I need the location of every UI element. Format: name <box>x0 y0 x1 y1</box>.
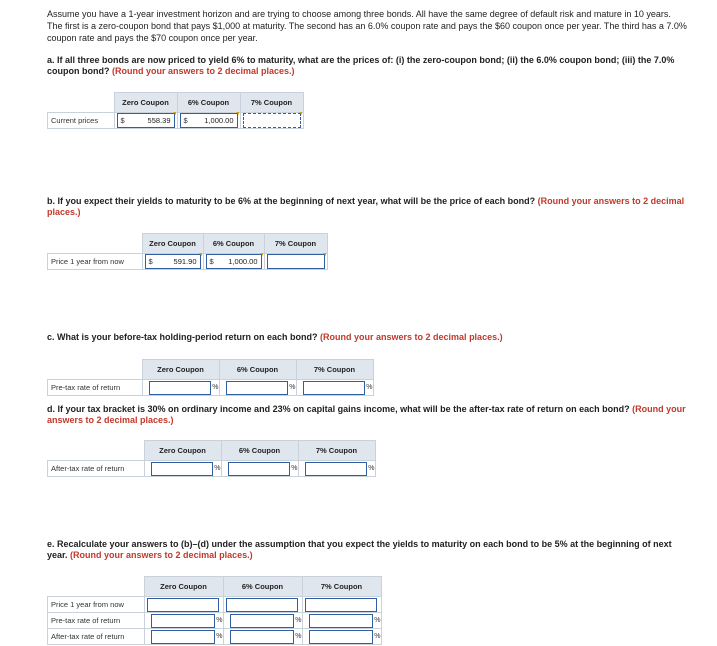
table-c-header-7pct: 7% Coupon <box>296 360 373 380</box>
table-e-row-label-aftertax: After-tax rate of return <box>48 629 145 645</box>
question-c-note: (Round your answers to 2 decimal places.) <box>320 332 503 342</box>
e-aftertax-6pct-input[interactable] <box>230 630 294 644</box>
e-pretax-6pct-input[interactable] <box>230 614 294 628</box>
current-price-6pct-input[interactable]: $ 1,000.00 <box>180 113 238 128</box>
table-a-row-label: Current prices <box>48 113 115 129</box>
question-d <box>47 404 687 426</box>
table-e: Zero Coupon 6% Coupon 7% Coupon Price 1 year from now Pre-tax rate of return % % % After-tax rate of return % % % <box>47 576 382 645</box>
table-a-header-zero: Zero Coupon <box>114 93 177 113</box>
aftertax-return-7pct-input[interactable] <box>305 462 367 476</box>
table-a-header-6pct: 6% Coupon <box>177 93 240 113</box>
table-b-header-zero: Zero Coupon <box>142 234 203 254</box>
question-d-note: (Round your answers to 2 decimal places.) <box>47 404 686 425</box>
question-e-note: (Round your answers to 2 decimal places.) <box>70 550 253 560</box>
table-d-header-6pct: 6% Coupon <box>221 441 298 461</box>
question-b-text: b. If you expect their yields to maturity to be 6% at the beginning of next year, what will be the price of each bond? <box>47 196 536 206</box>
table-a-corner <box>48 93 115 113</box>
e-aftertax-7pct-input[interactable] <box>309 630 373 644</box>
table-d-row-label: After-tax rate of return <box>48 461 145 477</box>
table-d-header-zero: Zero Coupon <box>144 441 221 461</box>
table-e-corner <box>48 577 145 597</box>
future-price-zero-input[interactable]: $ 591.90 <box>145 254 201 269</box>
current-price-zero-input[interactable]: $ 558.39 <box>117 113 175 128</box>
table-c-header-zero: Zero Coupon <box>142 360 219 380</box>
aftertax-return-6pct-input[interactable] <box>228 462 290 476</box>
future-price-7pct-input[interactable] <box>267 254 325 269</box>
table-c-row-label: Pre-tax rate of return <box>48 380 143 396</box>
table-a <box>47 92 304 129</box>
table-e-row-label-price: Price 1 year from now <box>48 597 145 613</box>
e-pretax-7pct-input[interactable] <box>309 614 373 628</box>
table-e-header-zero: Zero Coupon <box>144 577 223 597</box>
problem-intro: Assume you have a 1-year investment horizon and are trying to choose among three bonds. All have the same degree of default risk and mature in 10 years. The first is a zero-coupon bond that pays $1,000 at maturity. The second has an 6.0% coupon rate and pays the $60 coupon once per year. The third has a 7.0% coupon rate and pays the $70 coupon once per year. <box>47 9 687 43</box>
question-e <box>47 539 687 561</box>
pretax-return-zero-input[interactable] <box>149 381 211 395</box>
question-c-text: c. What is your before-tax holding-period return on each bond? <box>47 332 318 342</box>
table-c-header-6pct: 6% Coupon <box>219 360 296 380</box>
table-e-row-label-pretax: Pre-tax rate of return <box>48 613 145 629</box>
question-b <box>47 196 687 218</box>
pretax-return-6pct-input[interactable] <box>226 381 288 395</box>
e-aftertax-zero-input[interactable] <box>151 630 215 644</box>
table-e-header-7pct: 7% Coupon <box>302 577 381 597</box>
table-a-header-7pct: 7% Coupon <box>240 93 303 113</box>
table-b-header-6pct: 6% Coupon <box>203 234 264 254</box>
future-price-6pct-input[interactable]: $ 1,000.00 <box>206 254 262 269</box>
table-b-header-7pct: 7% Coupon <box>264 234 327 254</box>
table-c-corner <box>48 360 143 380</box>
table-d-header-7pct: 7% Coupon <box>298 441 375 461</box>
table-b-row-label: Price 1 year from now <box>48 254 143 270</box>
question-b-note: (Round your answers to 2 decimal places.) <box>47 196 685 217</box>
e-price-7pct-input[interactable] <box>305 598 377 612</box>
question-a-note: (Round your answers to 2 decimal places.) <box>112 66 295 76</box>
table-c: Zero Coupon 6% Coupon 7% Coupon Pre-tax rate of return % % % <box>47 359 374 396</box>
table-b <box>47 233 328 270</box>
question-a <box>47 55 687 77</box>
question-c <box>47 332 687 343</box>
e-price-zero-input[interactable] <box>147 598 219 612</box>
table-e-header-6pct: 6% Coupon <box>223 577 302 597</box>
table-d-corner <box>48 441 145 461</box>
question-e-text: e. Recalculate your answers to (b)–(d) under the assumption that you expect the yields to maturity on each bond to be 5% at the beginning of next year. <box>47 539 672 560</box>
e-pretax-zero-input[interactable] <box>151 614 215 628</box>
question-d-text: d. If your tax bracket is 30% on ordinary income and 23% on capital gains income, what will be the after-tax rate of return on each bond? <box>47 404 630 414</box>
question-a-text: a. If all three bonds are now priced to yield 6% to maturity, what are the prices of: (i) the zero-coupon bond; (ii) the 6.0% coupon bond; (iii) the 7.0% coupon bond? <box>47 55 675 76</box>
aftertax-return-zero-input[interactable] <box>151 462 213 476</box>
table-b-corner <box>48 234 143 254</box>
pretax-return-7pct-input[interactable] <box>303 381 365 395</box>
table-d: Zero Coupon 6% Coupon 7% Coupon After-tax rate of return % % % <box>47 440 376 477</box>
e-price-6pct-input[interactable] <box>226 598 298 612</box>
current-price-7pct-input[interactable] <box>243 113 301 128</box>
